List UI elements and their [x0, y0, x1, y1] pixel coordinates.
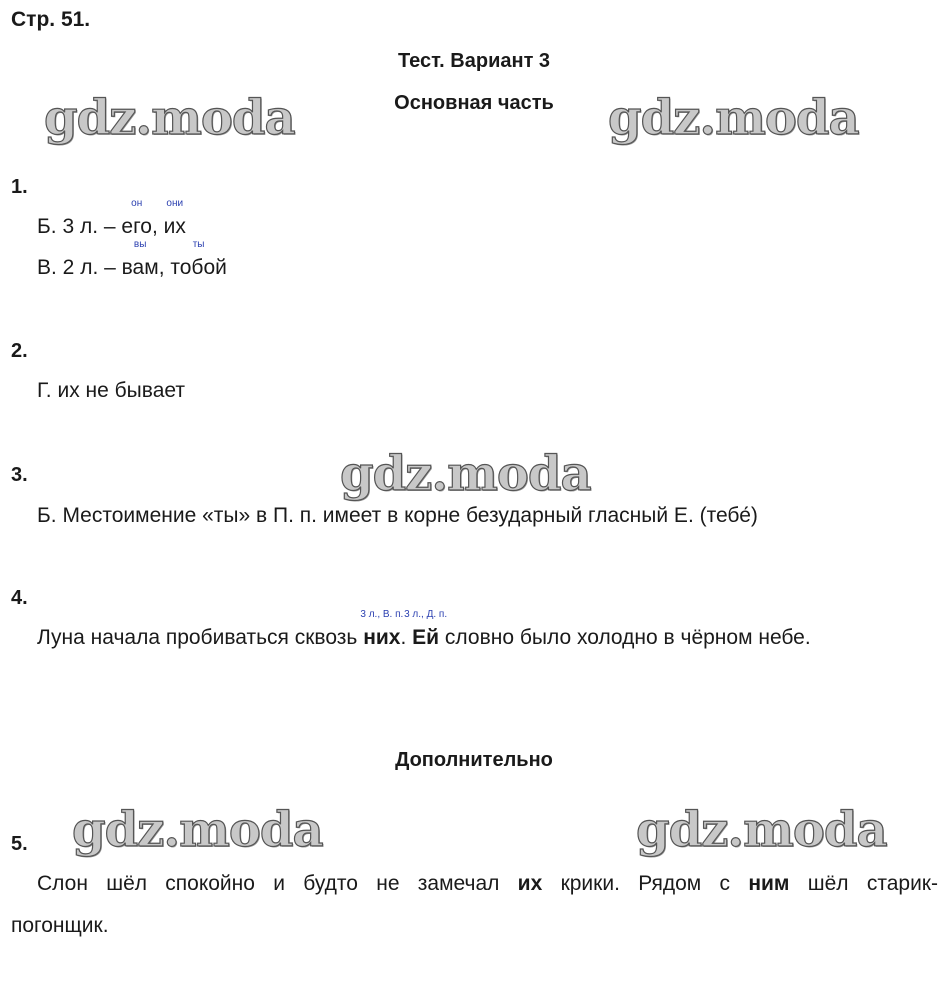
answer-4-text-end: словно было холодно в чёрном небе. — [439, 626, 811, 649]
watermark-logo: gdz.moda — [72, 802, 323, 858]
answer-3: Б. Местоимение «ты» в П. п. имеет в корне безударный гласный Е. (тебе́) — [37, 504, 758, 527]
separator: , — [151, 215, 164, 238]
answer-5-text: шёл старик- — [807, 872, 938, 895]
separator: , — [158, 256, 171, 279]
annotation: они — [166, 198, 184, 209]
answer-4-text-start: Луна начала пробиваться сквозь — [37, 626, 364, 649]
question-number-2: 2. — [11, 340, 28, 362]
bold-word: ним — [748, 872, 790, 895]
annotated-word — [360, 609, 404, 650]
watermark-logo: gdz.moda — [340, 446, 591, 502]
question-number-3: 3. — [11, 464, 28, 486]
answer-2: Г. их не бывает — [37, 379, 185, 402]
answer-4 — [37, 609, 811, 650]
annotation: он — [131, 198, 143, 209]
annotated-word — [163, 198, 186, 239]
word: его — [121, 215, 152, 238]
question-number-1: 1. — [11, 176, 28, 198]
annotation: 3 л., Д. п. — [404, 609, 448, 620]
section-extra-title: Дополнительно — [395, 749, 553, 771]
word: их — [163, 215, 186, 238]
bold-word: их — [517, 872, 543, 895]
answer-1-line-2-prefix: В. 2 л. – — [37, 256, 122, 279]
annotation: 3 л., В. п. — [360, 609, 404, 620]
annotated-word — [121, 239, 159, 280]
watermark-logo: gdz.moda — [44, 90, 295, 146]
test-title: Тест. Вариант 3 — [397, 50, 551, 72]
annotated-word — [170, 239, 227, 280]
question-number-4: 4. — [11, 587, 28, 609]
word: них — [363, 626, 401, 649]
word: вам — [121, 256, 159, 279]
watermark-logo: gdz.moda — [636, 802, 887, 858]
page-number: Стр. 51. — [11, 8, 91, 31]
answer-5-text: крики. Рядом с — [560, 872, 749, 895]
question-number-5: 5. — [11, 833, 28, 855]
annotated-word — [121, 198, 152, 239]
answer-5-line-2: погонщик. — [11, 914, 109, 937]
word: тобой — [170, 256, 227, 279]
annotated-word — [404, 609, 448, 650]
annotation: вы — [133, 239, 147, 250]
answer-1-line-1-prefix: Б. 3 л. – — [37, 215, 122, 238]
answer-1-line-1 — [37, 198, 186, 239]
annotation: ты — [192, 239, 205, 250]
section-main-title: Основная часть — [394, 92, 554, 114]
answer-1-line-2 — [37, 239, 227, 280]
answer-5-line-1 — [37, 872, 938, 896]
word: Ей — [412, 626, 440, 649]
watermark-logo: gdz.moda — [608, 90, 859, 146]
answer-5-text: Слон шёл спокойно и будто не замечал — [37, 872, 518, 895]
answer-4-text-mid: . — [400, 626, 413, 649]
